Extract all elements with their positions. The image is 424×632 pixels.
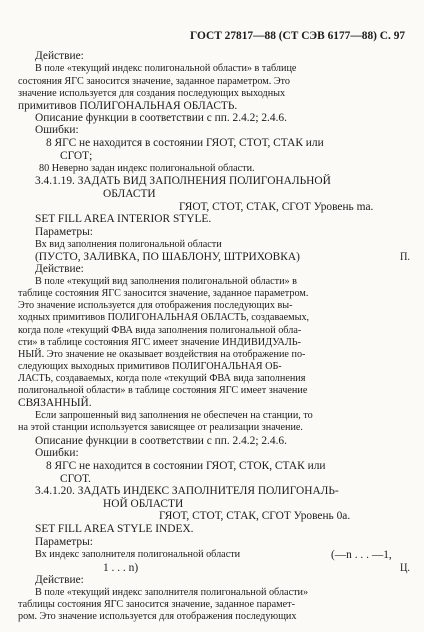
- text-line: полигональной области» в таблице состояния ЯГС имеет значение: [18, 385, 308, 396]
- text-line: 8 ЯГС не находится в состоянии ГЯОТ, СТОК, СТАК или: [46, 460, 326, 472]
- text-line: следующих выходных примитивов ПОЛИГОНАЛЬНАЯ ОБ-: [18, 361, 282, 372]
- text-line: Это значение используется для отображения последующих вы-: [18, 300, 293, 311]
- text-line: Ошибки:: [35, 124, 79, 136]
- text-line: 8 ЯГС не находится в состоянии ГЯОТ, СТОТ, СТАК или: [46, 137, 324, 149]
- text-line: Действие:: [35, 50, 84, 62]
- text-line: на этой станции используется зависящее от реализации значение.: [18, 422, 303, 433]
- text-line: 1 . . . n): [103, 562, 139, 574]
- text-line: (—n . . . —1,: [331, 549, 392, 561]
- text-line: 80 Неверно задан индекс полигональной области.: [39, 163, 255, 174]
- text-line: НОЙ ОБЛАСТИ: [103, 498, 184, 510]
- text-line: Вх индекс заполнителя полигональной области: [35, 549, 241, 560]
- text-line: сти» в таблице состояния ЯГС имеет значение ИНДИВИДУАЛЬ-: [18, 337, 301, 348]
- text-line: Если запрошенный вид заполнения не обеспечен на станции, то: [35, 410, 313, 421]
- text-line: Ошибки:: [35, 447, 79, 459]
- text-line: ОБЛАСТИ: [103, 188, 156, 200]
- text-line: ходных примитивов ПОЛИГОНАЛЬНАЯ ОБЛАСТЬ, создаваемых,: [18, 312, 310, 323]
- text-line: Параметры:: [35, 226, 93, 238]
- text-line: ЛАСТЬ, создаваемых, когда поле «текущий ФВА вида заполнения: [18, 373, 306, 384]
- text-line: примитивов ПОЛИГОНАЛЬНАЯ ОБЛАСТЬ.: [18, 100, 238, 112]
- text-line: В поле «текущий индекс заполнителя полигональной области»: [35, 587, 309, 598]
- text-line: состояния ЯГС заносится значение, заданное параметром. Это: [18, 76, 290, 87]
- text-line: Описание функции в соответствии с пп. 2.4.2; 2.4.6.: [35, 112, 287, 124]
- text-line: Ц.: [400, 562, 411, 574]
- text-line: SET FILL AREA STYLE INDEX.: [35, 523, 194, 535]
- text-line: П.: [400, 251, 411, 263]
- text-line: НЫЙ. Это значение не оказывает воздействия на отображение по-: [18, 349, 306, 360]
- text-line: таблице состояния ЯГС заносится значение, заданное параметром.: [18, 288, 309, 299]
- text-line: (ПУСТО, ЗАЛИВКА, ПО ШАБЛОНУ, ШТРИХОВКА): [35, 251, 300, 263]
- text-line: СГОТ;: [60, 150, 93, 162]
- text-line: 3.4.1.20. ЗАДАТЬ ИНДЕКС ЗАПОЛНИТЕЛЯ ПОЛИГОНАЛЬ-: [35, 485, 339, 497]
- page-header: ГОСТ 27817—88 (СТ СЭВ 6177—88) С. 97: [190, 30, 406, 42]
- text-line: Действие:: [35, 263, 84, 275]
- text-line: СВЯЗАННЫЙ.: [18, 397, 92, 409]
- text-line: SET FILL AREA INTERIOR STYLE.: [35, 213, 212, 225]
- text-line: В поле «текущий вид заполнения полигональной области» в: [35, 276, 297, 287]
- text-line: СГОТ.: [60, 473, 91, 485]
- text-line: ГЯОТ, СТОТ, СТАК, СГОТ Уровень ma.: [179, 201, 374, 213]
- text-line: В поле «текущий индекс полигональной области» в таблице: [35, 63, 297, 74]
- text-line: Описание функции в соответствии с пп. 2.4.2; 2.4.6.: [35, 435, 287, 447]
- text-line: ром. Это значение используется для отображения последующих: [18, 611, 297, 622]
- text-line: 3.4.1.19. ЗАДАТЬ ВИД ЗАПОЛНЕНИЯ ПОЛИГОНАЛЬНОЙ: [35, 175, 331, 187]
- text-line: Вх вид заполнения полигональной области: [35, 239, 222, 250]
- text-line: Действие:: [35, 574, 84, 586]
- text-line: значение используется для создания последующих выходных: [18, 88, 286, 99]
- text-line: таблицы состояния ЯГС заносится значение, заданное парамет-: [18, 599, 295, 610]
- text-line: когда поле «текущий ФВА вида заполнения полигональной обла-: [18, 325, 302, 336]
- text-line: Параметры:: [35, 536, 93, 548]
- text-line: ГЯОТ, СТОТ, СТАК, СГОТ Уровень 0а.: [159, 510, 351, 522]
